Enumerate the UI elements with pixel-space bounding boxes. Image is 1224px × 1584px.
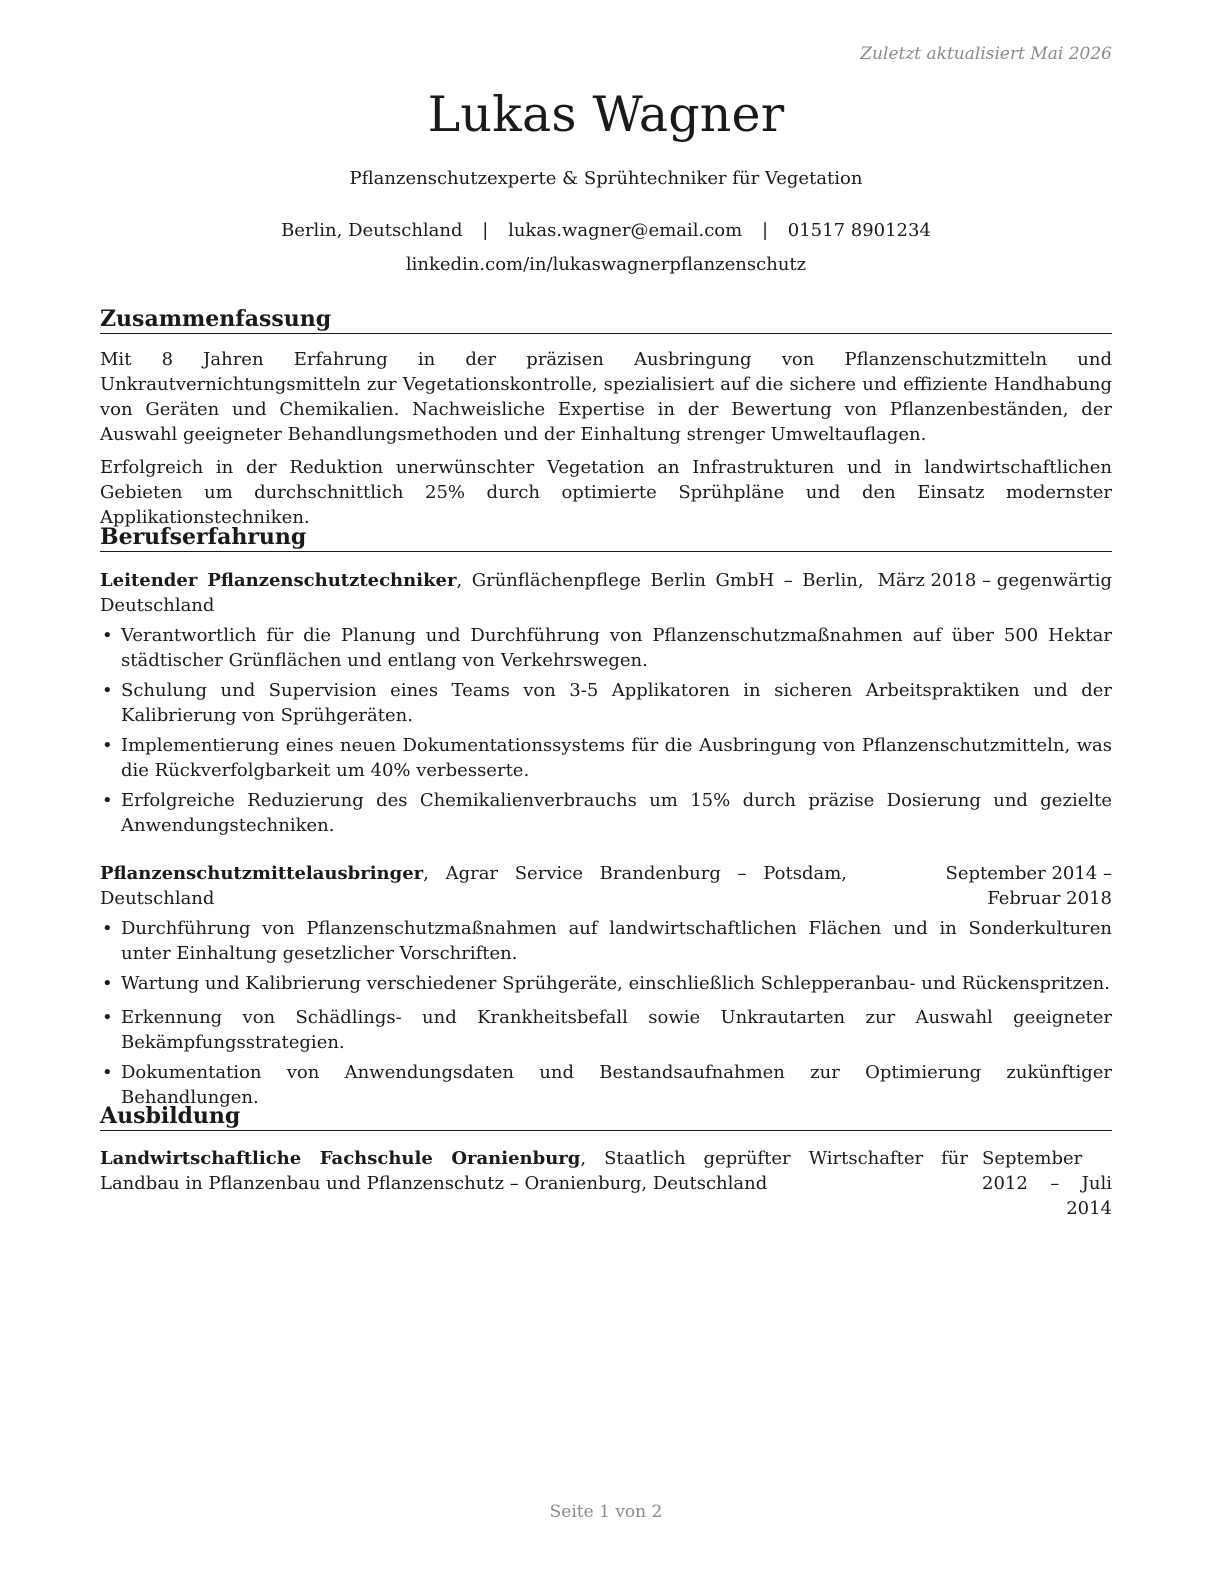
job-entry (100, 568, 1112, 838)
separator: | (482, 220, 489, 241)
section-title-education: Ausbildung (100, 1103, 1112, 1131)
job-company: , Agrar Service Brandenburg – Potsdam, Deutschland (100, 863, 847, 909)
separator: | (761, 220, 769, 241)
summary-paragraph: Mit 8 Jahren Erfahrung in der präzisen Ausbringung von Pflanzenschutzmitteln und Unkrautvernichtungsmitteln zur Vegetationskontrolle, spezialisiert auf die sichere und effiziente Handhabung von Geräten und Chemikalien. Nachweisliche Expertise in der Bewertung von Pflanzenbeständen, der Auswahl geeigneter Behandlungsmethoden und der Einhaltung strenger Umweltauflagen. (100, 349, 1112, 445)
summary-paragraph: Erfolgreich in der Reduktion unerwünschter Vegetation an Infrastrukturen und in landwirtschaftlichen Gebieten um durchschnittlich 25% durch optimierte Sprühpläne und den Einsatz modernster Applikationstechniken. (100, 457, 1112, 528)
email-link[interactable]: lukas.wagner@email.com (508, 220, 743, 241)
phone: 01517 8901234 (787, 220, 931, 241)
bullet-icon: • (102, 735, 113, 756)
list-item: • Durchführung von Pflanzenschutzmaßnahmen auf landwirtschaftlichen Flächen und in Sonderkulturen unter Einhaltung gesetzlicher Vorschriften. (102, 918, 1112, 964)
education-dates: September 2012 – Juli 2014 (982, 1148, 1112, 1219)
location: Berlin, Deutschland (281, 220, 463, 241)
job-dates: September 2014 – Februar 2018 (945, 863, 1112, 909)
experience-section (100, 524, 1112, 1110)
candidate-name: Lukas Wagner (427, 86, 785, 143)
page-number: Seite 1 von 2 (549, 1502, 663, 1522)
degree: , Staatlich geprüfter Wirtschafter für Landbau in Pflanzenbau und Pflanzenschutz – Oranienburg, Deutschland (100, 1148, 968, 1194)
section-title-summary: Zusammenfassung (100, 306, 1112, 334)
job-header (100, 568, 1112, 618)
list-item: • Erkennung von Schädlings- und Krankheitsbefall sowie Unkrautarten zur Auswahl geeigneter Bekämpfungsstrategien. (102, 1007, 1112, 1053)
resume-page (100, 0, 1112, 1584)
job-entry (100, 861, 1112, 1110)
education-entry (100, 1146, 1112, 1221)
linkedin-link[interactable]: linkedin.com/in/lukaswagnerpflanzenschutz (405, 254, 807, 275)
job-role-company (100, 861, 877, 911)
list-item: • Schulung und Supervision eines Teams von 3-5 Applikatoren in sicheren Arbeitspraktiken und der Kalibrierung von Sprühgeräten. (102, 680, 1112, 726)
bullet-icon: • (102, 1062, 113, 1083)
section-title-experience: Berufserfahrung (100, 524, 1112, 552)
job-role-company (100, 568, 878, 618)
school-name: Landwirtschaftliche Fachschule Oranienburg (100, 1148, 581, 1169)
bullet-icon: • (102, 973, 113, 994)
job-company: , Grünflächenpflege Berlin GmbH – Berlin, Deutschland (100, 570, 864, 616)
summary-section (100, 306, 1112, 530)
job-role: Leitender Pflanzenschutztechniker (100, 570, 457, 591)
list-item: • Implementierung eines neuen Dokumentationssystems für die Ausbringung von Pflanzenschutzmitteln, was die Rückverfolgbarkeit um 40% verbesserte. (102, 735, 1112, 781)
education-section (100, 1103, 1112, 1221)
bullet-icon: • (102, 918, 113, 939)
list-item: • Verantwortlich für die Planung und Durchführung von Pflanzenschutzmaßnahmen auf über 500 Hektar städtischer Grünflächen und entlang von Verkehrswegen. (102, 625, 1112, 671)
job-role: Pflanzenschutzmittelausbringer (100, 863, 424, 884)
last-updated: Zuletzt aktualisiert Mai 2026 (860, 44, 1112, 64)
bullet-icon: • (102, 1007, 113, 1028)
candidate-title: Pflanzenschutzexperte & Sprühtechniker für Vegetation (349, 168, 863, 189)
list-item: • Dokumentation von Anwendungsdaten und Bestandsaufnahmen zur Optimierung zukünftiger Behandlungen. (102, 1062, 1112, 1108)
contact-line (100, 220, 1112, 241)
bullet-icon: • (102, 680, 113, 701)
job-bullets (100, 916, 1112, 1110)
contact-line-2 (100, 254, 1112, 275)
bullet-icon: • (102, 790, 113, 811)
list-item: • Wartung und Kalibrierung verschiedener Sprühgeräte, einschließlich Schlepperanbau- und Rückenspritzen. (102, 973, 1110, 994)
job-bullets (100, 623, 1112, 838)
bullet-icon: • (102, 625, 113, 646)
education-school-degree (100, 1146, 982, 1221)
job-dates: März 2018 – gegenwärtig (877, 570, 1112, 591)
job-header (100, 861, 1112, 911)
list-item: • Erfolgreiche Reduzierung des Chemikalienverbrauchs um 15% durch präzise Dosierung und gezielte Anwendungstechniken. (102, 790, 1112, 836)
